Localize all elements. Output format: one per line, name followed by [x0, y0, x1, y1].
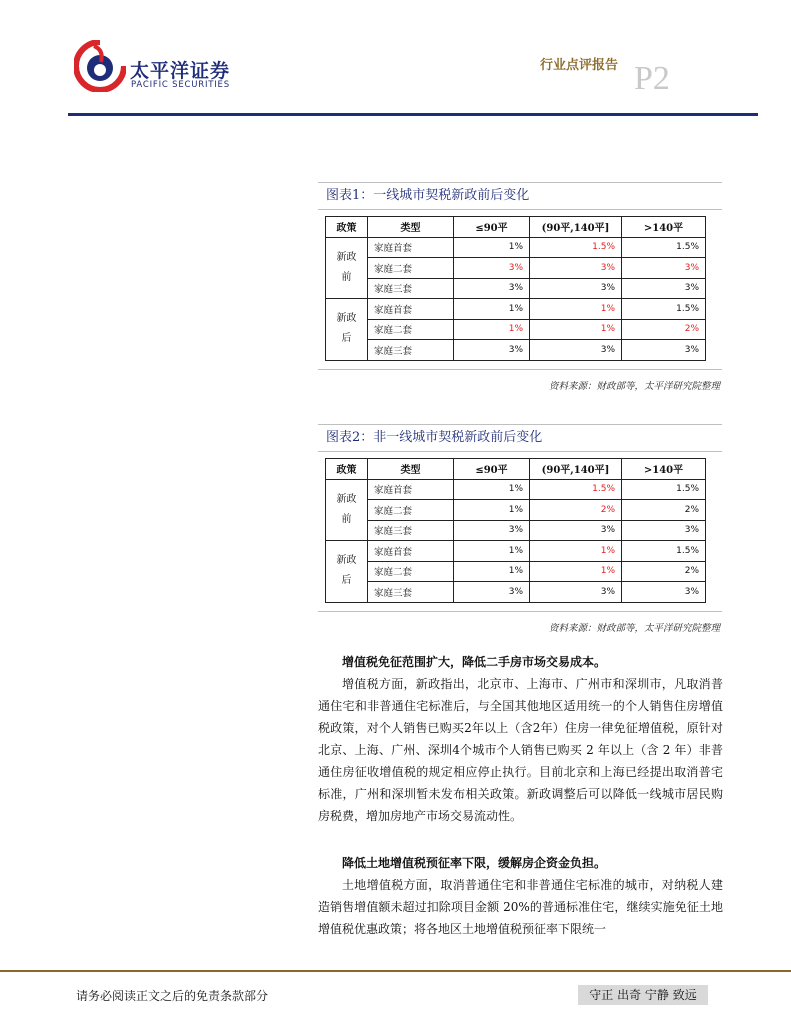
table-row — [326, 299, 706, 320]
tax-rate-cell: 3% — [454, 582, 530, 603]
tax-rate-cell: 1% — [454, 500, 530, 521]
tax-rate-cell: 1% — [530, 299, 622, 320]
paragraph-land-tax: 土地增值税方面，取消普通住宅和非普通住宅标准的城市，对纳税人建造销售增值额未超过扣除项目金额 20%的普通标准住宅，继续实施免征土地增值税优惠政策；将各地区土地增值税预征率下限统一 — [318, 878, 723, 936]
housing-type: 家庭二套 — [368, 258, 454, 279]
table-row — [326, 237, 706, 258]
tax-rate-cell: 1% — [530, 541, 622, 562]
tax-rate-cell: 3% — [622, 258, 706, 279]
table-block-2 — [318, 424, 722, 634]
table-row — [326, 541, 706, 562]
logo-icon — [74, 40, 126, 92]
table-row — [326, 520, 706, 541]
tax-rate-cell: 3% — [454, 340, 530, 361]
disclaimer-link[interactable]: 请务必阅读正文之后的免责条款部分 — [76, 989, 269, 1003]
policy-label: 新政前 — [326, 237, 368, 299]
housing-type: 家庭首套 — [368, 299, 454, 320]
housing-type: 家庭首套 — [368, 541, 454, 562]
report-type: 行业点评报告 — [540, 58, 619, 73]
tax-rate-cell: 1.5% — [622, 299, 706, 320]
tax-rate-cell: 1% — [454, 541, 530, 562]
table-title: 图表2：非一线城市契税新政前后变化 — [318, 424, 722, 452]
column-header: 政策 — [326, 217, 368, 238]
header-divider — [68, 113, 758, 116]
table-block-1 — [318, 182, 722, 392]
column-header: ≤90平 — [454, 217, 530, 238]
brand-name-en: PACIFIC SECURITIES — [131, 80, 230, 90]
tax-rate-cell: 1.5% — [530, 237, 622, 258]
section-heading-land-tax: 降低土地增值税预征率下限，缓解房企资金负担。 — [342, 856, 607, 870]
housing-type: 家庭三套 — [368, 278, 454, 299]
column-header: >140平 — [622, 459, 706, 480]
column-header: ≤90平 — [454, 459, 530, 480]
tax-rate-cell: 1% — [454, 561, 530, 582]
paragraph-vat: 增值税方面，新政指出，北京市、上海市、广州市和深圳市，凡取消普通住宅和非普通住宅标准后，与全国其他地区适用统一的个人销售住房增值税政策，对个人销售已购买2年以上（含2年）住房一律免征增值税，原针对北京、上海、广州、深圳4个城市个人销售已购买 2 年以上（含 2 年）非普通住房征收增值税的规定相应停止执行。目前北京和上海已经提出取消普宅标准，广州和深圳暂未发布相关政策。新政调整后可以降低一线城市居民购房税费，增加房地产市场交易流动性。 — [318, 677, 723, 823]
tax-rate-cell: 2% — [622, 561, 706, 582]
table-title: 图表1：一线城市契税新政前后变化 — [318, 182, 722, 210]
tax-rate-cell: 3% — [454, 258, 530, 279]
column-header: (90平,140平] — [530, 217, 622, 238]
column-header: >140平 — [622, 217, 706, 238]
tax-rate-cell: 3% — [454, 520, 530, 541]
tax-rate-cell: 1% — [530, 561, 622, 582]
column-header: 类型 — [368, 217, 454, 238]
tax-rate-cell: 3% — [530, 340, 622, 361]
tax-table-1 — [325, 216, 706, 361]
table-row — [326, 479, 706, 500]
tax-rate-cell: 3% — [622, 278, 706, 299]
housing-type: 家庭二套 — [368, 561, 454, 582]
table-source: 资料来源：财政部等，太平洋研究院整理 — [548, 622, 720, 634]
table-header-row — [326, 459, 706, 480]
table-row — [326, 340, 706, 361]
column-header: 类型 — [368, 459, 454, 480]
company-slogan: 守正 出奇 宁静 致远 — [578, 985, 708, 1005]
tax-rate-cell: 1.5% — [622, 541, 706, 562]
tax-table-2 — [325, 458, 706, 603]
tax-rate-cell: 3% — [530, 278, 622, 299]
table-source: 资料来源：财政部等，太平洋研究院整理 — [548, 380, 720, 392]
policy-label: 新政后 — [326, 541, 368, 603]
tax-rate-cell: 2% — [530, 500, 622, 521]
tax-rate-cell: 3% — [530, 258, 622, 279]
housing-type: 家庭首套 — [368, 237, 454, 258]
housing-type: 家庭二套 — [368, 319, 454, 340]
tax-rate-cell: 1.5% — [530, 479, 622, 500]
page-number: P2 — [634, 60, 670, 97]
tax-rate-cell: 1% — [454, 479, 530, 500]
table-row — [326, 500, 706, 521]
footer-divider — [0, 970, 791, 972]
table-row — [326, 278, 706, 299]
tax-rate-cell: 3% — [622, 520, 706, 541]
housing-type: 家庭二套 — [368, 500, 454, 521]
table-row — [326, 258, 706, 279]
tax-rate-cell: 2% — [622, 500, 706, 521]
housing-type: 家庭三套 — [368, 520, 454, 541]
tax-rate-cell: 3% — [454, 278, 530, 299]
tax-rate-cell: 1.5% — [622, 237, 706, 258]
housing-type: 家庭首套 — [368, 479, 454, 500]
tax-rate-cell: 3% — [530, 582, 622, 603]
brand-name-cn: 太平洋证券 — [130, 60, 231, 82]
policy-label: 新政后 — [326, 299, 368, 361]
tax-rate-cell: 3% — [622, 582, 706, 603]
tax-rate-cell: 2% — [622, 319, 706, 340]
tax-rate-cell: 1% — [530, 319, 622, 340]
table-row — [326, 561, 706, 582]
tax-rate-cell: 3% — [530, 520, 622, 541]
table-row — [326, 582, 706, 603]
column-header: (90平,140平] — [530, 459, 622, 480]
housing-type: 家庭三套 — [368, 582, 454, 603]
housing-type: 家庭三套 — [368, 340, 454, 361]
section-heading-vat: 增值税免征范围扩大，降低二手房市场交易成本。 — [342, 655, 607, 669]
tax-rate-cell: 1% — [454, 299, 530, 320]
tax-rate-cell: 1% — [454, 319, 530, 340]
tax-rate-cell: 1% — [454, 237, 530, 258]
policy-label: 新政前 — [326, 479, 368, 541]
tax-rate-cell: 3% — [622, 340, 706, 361]
column-header: 政策 — [326, 459, 368, 480]
table-row — [326, 319, 706, 340]
tax-rate-cell: 1.5% — [622, 479, 706, 500]
table-header-row — [326, 217, 706, 238]
